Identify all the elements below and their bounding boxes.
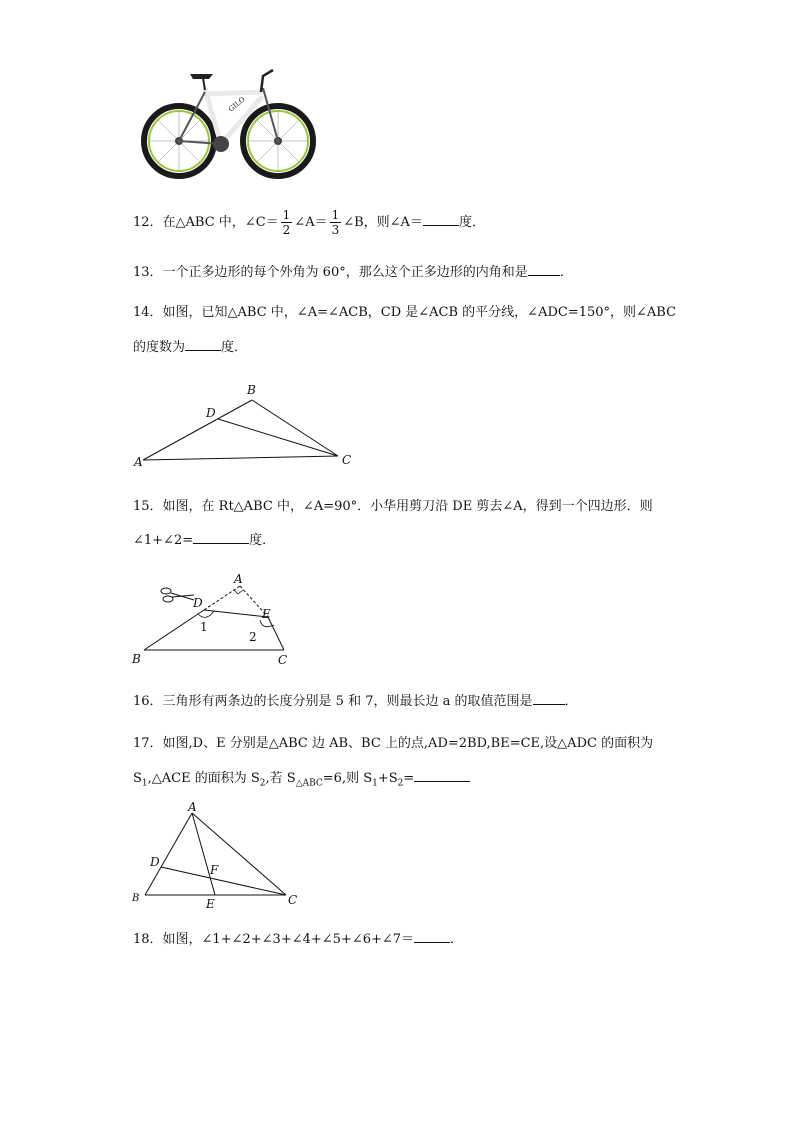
- label-a: A: [134, 455, 143, 469]
- frac2-denominator: 3: [331, 223, 340, 237]
- q17-plus: +S: [377, 771, 398, 786]
- q17-eq2: =: [403, 771, 415, 786]
- side-bc: [252, 400, 338, 456]
- q14-line2: 的度数为: [133, 340, 186, 355]
- answer-blank[interactable]: [193, 530, 249, 544]
- q16-end: ．: [564, 694, 578, 709]
- bicycle-image: [135, 64, 320, 179]
- q14-line1: 14．如图，已知△ABC 中，∠A=∠ACB，CD 是∠ACB 的平分线，∠ADC=150°，则∠ABC: [133, 305, 677, 320]
- q13-end: ．: [559, 265, 573, 280]
- question-15: [133, 498, 653, 516]
- question-17-line2: [133, 768, 470, 788]
- q12-mid: ∠A＝: [294, 215, 328, 230]
- frac2-numerator: 1: [331, 208, 340, 222]
- label-d: D: [193, 596, 203, 610]
- answer-blank[interactable]: [414, 768, 470, 782]
- q15-end: 度．: [249, 533, 276, 548]
- q17-abc-sub: △ABC: [295, 778, 323, 789]
- fraction-one-half: [281, 208, 293, 237]
- q17-s1b-sub: 1: [372, 778, 378, 789]
- answer-blank[interactable]: [414, 929, 450, 943]
- answer-blank[interactable]: [185, 337, 221, 351]
- q17-s2b-sub: 2: [397, 778, 404, 789]
- side-ac: [143, 456, 338, 460]
- q13-text: 13．一个正多边形的每个外角为 60°，那么这个正多边形的内角和是: [133, 265, 528, 280]
- label-angle-2: 2: [249, 630, 257, 644]
- segment-cd: [161, 867, 286, 895]
- question-14-line2: [133, 337, 247, 357]
- label-d: D: [150, 855, 160, 869]
- q12-end: 度．: [458, 215, 485, 230]
- q17-s1: S: [133, 771, 142, 786]
- angle-2-arc: [260, 620, 274, 627]
- question-14: [133, 304, 676, 322]
- q16-text: 16．三角形有两条边的长度分别是 5 和 7，则最长边 a 的取值范围是: [133, 694, 533, 709]
- answer-blank[interactable]: [423, 212, 459, 226]
- question-13: [133, 262, 573, 282]
- question-17: [133, 735, 653, 753]
- q17-s2-sub: 2: [259, 778, 266, 789]
- q17-s1-sub: 1: [141, 778, 148, 789]
- q17-eq: =6,则 S: [322, 771, 373, 786]
- dashed-da: [204, 586, 240, 610]
- side-ab: [143, 400, 252, 460]
- segment-cd: [218, 419, 338, 456]
- label-b: B: [247, 383, 256, 397]
- label-e: E: [262, 607, 271, 621]
- answer-blank[interactable]: [528, 262, 560, 276]
- q15-line1: 15．如图，在 Rt△ABC 中，∠A=90°．小华用剪刀沿 DE 剪去∠A，得到一个四边形．则: [133, 499, 653, 514]
- label-e: E: [206, 897, 215, 911]
- question-16: [133, 691, 578, 711]
- side-ec: [268, 617, 284, 650]
- q18-end: ．: [450, 932, 464, 947]
- frac1-numerator: 1: [282, 208, 291, 222]
- question-15-line2: [133, 530, 275, 550]
- figure-15-cut-triangle: [128, 570, 298, 670]
- q17-line1: 17．如图,D、E 分别是△ABC 边 AB、BC 上的点,AD=2BD,BE=CE,设△ADC 的面积为: [133, 736, 654, 751]
- label-c: C: [288, 893, 298, 907]
- side-bd: [144, 610, 204, 650]
- label-a: A: [234, 572, 243, 586]
- q12-suffix: ∠B，则∠A＝: [343, 215, 423, 230]
- side-ac: [192, 813, 286, 895]
- label-angle-1: 1: [200, 620, 208, 634]
- question-18: [133, 929, 463, 949]
- label-a: A: [188, 800, 197, 814]
- label-b: B: [132, 652, 141, 666]
- label-f: F: [210, 863, 219, 877]
- label-c: C: [278, 653, 288, 667]
- figure-14-triangle: [130, 380, 360, 470]
- answer-blank[interactable]: [533, 691, 565, 705]
- side-ab: [145, 813, 192, 895]
- q17-mid: ,△ACE 的面积为 S: [147, 771, 260, 786]
- frac1-denominator: 2: [282, 223, 291, 237]
- question-12: [133, 208, 485, 237]
- label-c: C: [342, 453, 352, 467]
- segment-ae: [192, 813, 215, 895]
- q17-mid2: ,若 S: [265, 771, 296, 786]
- svg-text:GILO: GILO: [227, 95, 247, 114]
- right-angle-mark: [234, 590, 243, 594]
- label-b: B: [132, 893, 140, 904]
- q14-end: 度．: [221, 340, 248, 355]
- q18-text: 18．如图，∠1+∠2+∠3+∠4+∠5+∠6+∠7＝: [133, 932, 415, 947]
- label-d: D: [206, 406, 216, 420]
- q12-prefix: 12．在△ABC 中，∠C＝: [133, 215, 279, 230]
- figure-17-triangle: [128, 800, 303, 912]
- fraction-one-third: [330, 208, 342, 237]
- scissors-icon: [161, 588, 194, 602]
- q15-line2: ∠1+∠2=: [133, 533, 194, 548]
